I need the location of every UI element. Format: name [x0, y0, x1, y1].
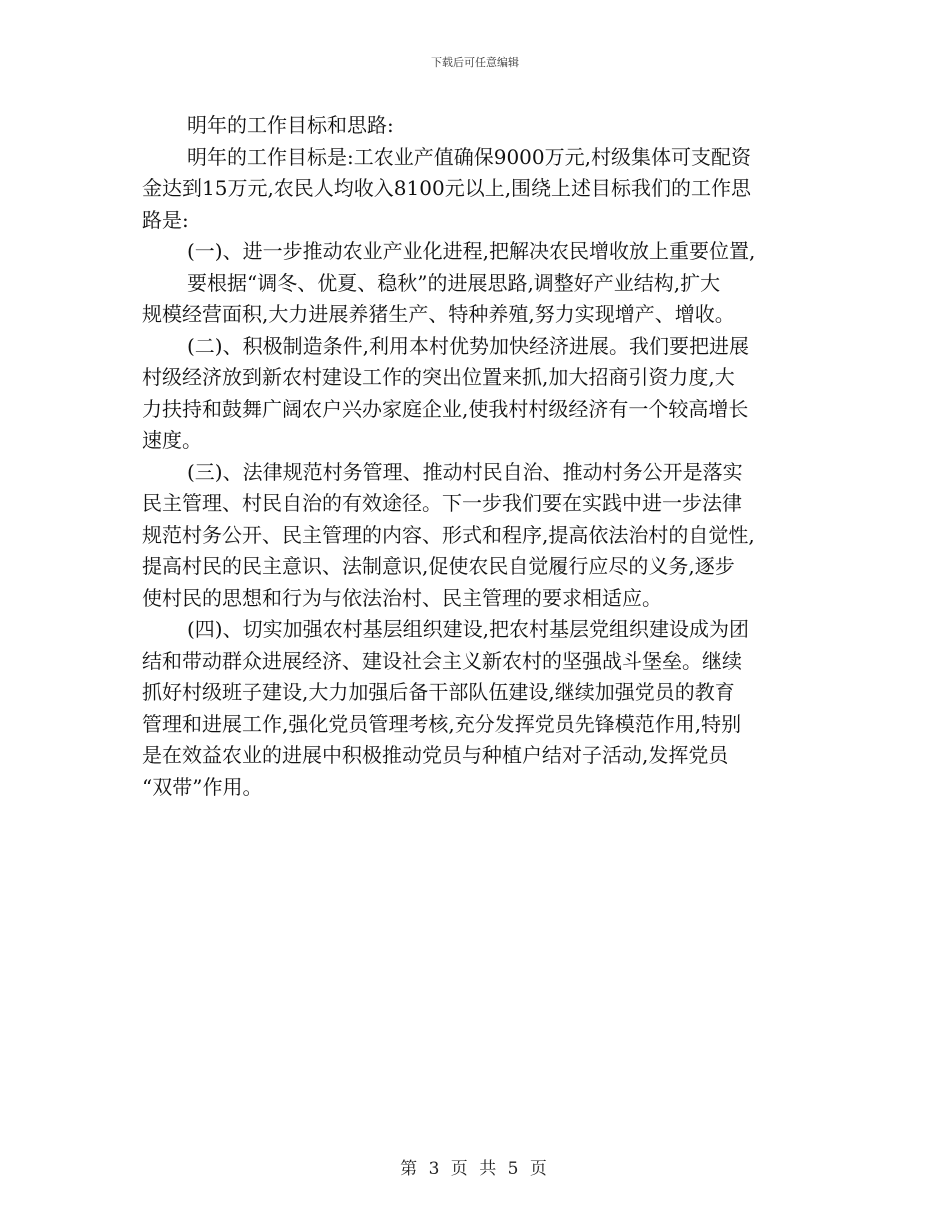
- paragraph-line: 结和带动群众进展经济、建设社会主义新农村的坚强战斗堡垒。继续: [142, 648, 742, 673]
- paragraph-line: (一)、进一步推动农业产业化进程,把解决农民增收放上重要位置,: [187, 239, 756, 263]
- paragraph-line: 要根据“调冬、优夏、稳秋”的进展思路,调整好产业结构,扩大: [187, 270, 721, 295]
- paragraph-line: (三)、法律规范村务管理、推动村民自治、推动村务公开是落实: [187, 459, 743, 484]
- paragraph-2: [142, 142, 810, 237]
- paragraph-line: 是在效益农业的进展中积极推动党员与种植户结对子活动,发挥党员: [142, 743, 729, 767]
- paragraph-4: [142, 331, 810, 457]
- document-body: [142, 110, 810, 803]
- paragraph-line: 村级经济放到新农村建设工作的突出位置来抓,加大招商引资力度,大: [142, 365, 735, 389]
- paragraph-3: [142, 236, 810, 331]
- paragraph-line: 路是:: [142, 207, 189, 232]
- paragraph-line: “双带”作用。: [142, 774, 263, 799]
- paragraph-line: 民主管理、村民自治的有效途径。下一步我们要在实践中进一步法律: [142, 491, 742, 515]
- paragraph-line: 抓好村级班子建设,大力加强后备干部队伍建设,继续加强党员的教育: [142, 680, 735, 704]
- paragraph-line: 金达到15万元,农民人均收入8100元以上,围绕上述目标我们的工作思: [142, 176, 752, 200]
- paragraph-line: 管理和进展工作,强化党员管理考核,充分发挥党员先锋模范作用,特别: [142, 711, 742, 736]
- paragraph-line: 规模经营面积,大力进展养猪生产、特种养殖,努力实现增产、增收。: [142, 302, 735, 326]
- paragraph-1: [142, 110, 810, 142]
- paragraph-line: 速度。: [142, 428, 202, 452]
- paragraph-line: 明年的工作目标是:工农业产值确保9000万元,村级集体可支配资: [187, 144, 751, 169]
- paragraph-line: 使村民的思想和行为与依法治村、民主管理的要求相适应。: [142, 585, 662, 610]
- paragraph-line: 力扶持和鼓舞广阔农户兴办家庭企业,使我村村级经济有一个较高增长: [142, 396, 749, 421]
- paragraph-line: (四)、切实加强农村基层组织建设,把农村基层党组织建设成为团: [187, 617, 749, 641]
- paragraph-line: 明年的工作目标和思路:: [187, 113, 394, 137]
- paragraph-5: [142, 457, 810, 615]
- paragraph-line: 提高村民的民主意识、法制意识,促使农民自觉履行应尽的义务,逐步: [142, 554, 735, 578]
- page-header: 下载后可任意编辑: [431, 56, 519, 69]
- paragraph-line: (二)、积极制造条件,利用本村优势加快经济进展。我们要把进展: [187, 333, 749, 358]
- paragraph-6: [142, 614, 810, 803]
- paragraph-line: 规范村务公开、民主管理的内容、形式和程序,提高依法治村的自觉性,: [142, 522, 755, 547]
- page-number-footer: 第 3 页 共 5 页: [400, 1159, 550, 1179]
